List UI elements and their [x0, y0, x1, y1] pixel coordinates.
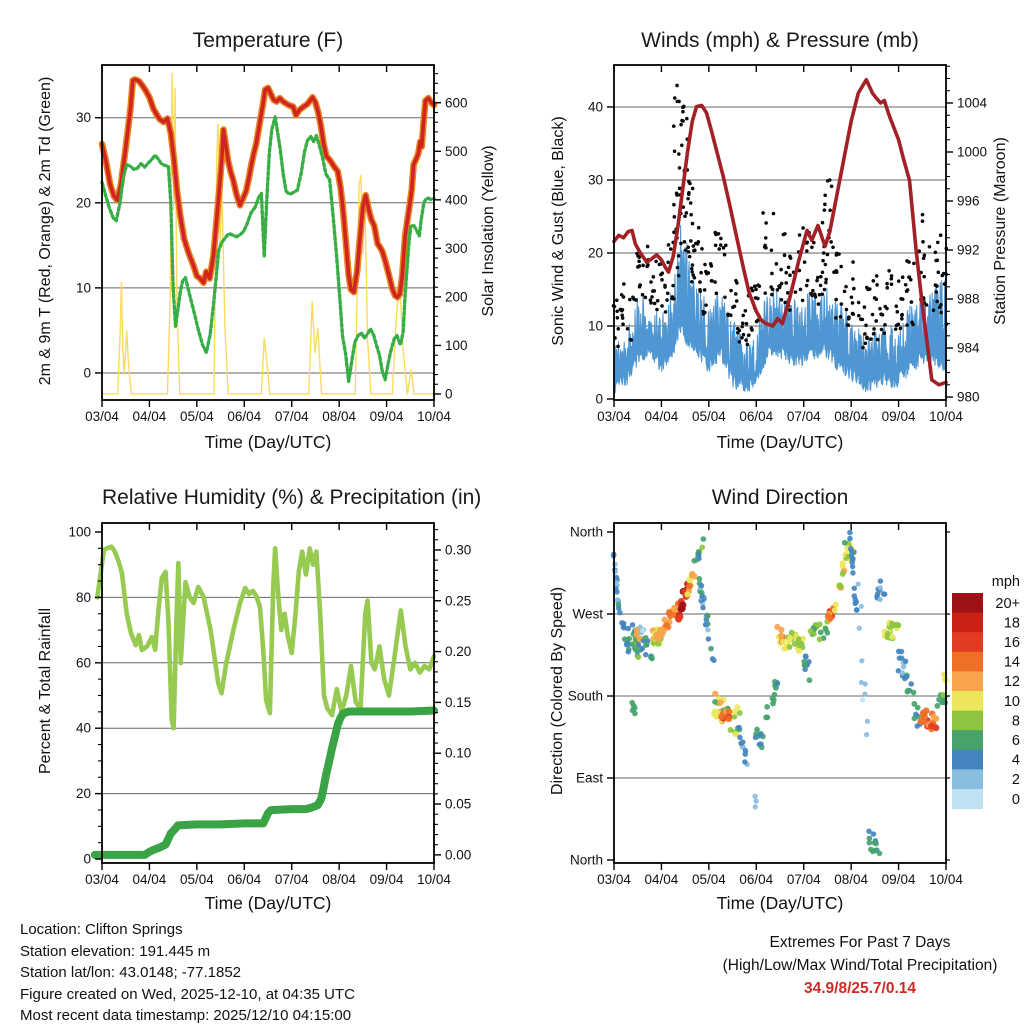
svg-text:03/04: 03/04 [597, 409, 631, 424]
direction-axis-label: Direction (Colored By Speed) [549, 586, 566, 796]
extremes-title: Extremes For Past 7 Days [769, 934, 951, 951]
station-metadata [20, 919, 355, 1024]
svg-text:980: 980 [957, 389, 980, 405]
humidity-precip-chart [68, 523, 471, 887]
chart-temperature-title: Temperature (F) [192, 29, 344, 52]
svg-text:0.05: 0.05 [445, 796, 472, 812]
svg-text:0.25: 0.25 [445, 593, 472, 609]
svg-text:12: 12 [1003, 674, 1020, 691]
svg-text:0.20: 0.20 [445, 644, 472, 660]
svg-text:100: 100 [445, 337, 468, 353]
svg-text:300: 300 [445, 240, 468, 256]
temperature-left-axis-label: 2m & 9m T (Red, Orange) & 2m Td (Green) [37, 76, 54, 386]
svg-text:500: 500 [445, 143, 468, 159]
svg-text:03/04: 03/04 [85, 872, 119, 887]
winds-pressure-chart [588, 65, 988, 424]
svg-text:06/04: 06/04 [739, 409, 774, 424]
svg-text:03/04: 03/04 [85, 409, 119, 424]
svg-text:08/04: 08/04 [834, 409, 869, 424]
svg-text:05/04: 05/04 [691, 409, 726, 424]
svg-text:200: 200 [445, 289, 468, 305]
svg-text:South: South [567, 688, 603, 704]
svg-text:14: 14 [1003, 654, 1020, 671]
extremes-summary [700, 931, 1020, 1000]
svg-text:04/04: 04/04 [132, 409, 167, 424]
svg-text:10: 10 [1003, 693, 1020, 710]
time-axis-label-winds: Time (Day/UTC) [716, 432, 844, 452]
svg-text:992: 992 [957, 242, 980, 258]
svg-text:18: 18 [1003, 615, 1020, 632]
svg-text:30: 30 [587, 172, 603, 188]
time-axis-label-humidity: Time (Day/UTC) [204, 893, 332, 913]
speed-colorbar [952, 574, 1020, 809]
svg-text:988: 988 [957, 291, 980, 307]
pressure-axis-label: Station Pressure (Maroon) [992, 137, 1009, 325]
chart-humidity-precip-title: Relative Humidity (%) & Precipitation (in) [102, 486, 482, 509]
svg-text:10/04: 10/04 [929, 409, 963, 424]
svg-text:0.00: 0.00 [445, 847, 472, 863]
svg-text:80: 80 [75, 589, 91, 605]
svg-text:05/04: 05/04 [179, 872, 214, 887]
svg-text:03/04: 03/04 [597, 872, 631, 887]
svg-text:30: 30 [75, 110, 91, 126]
svg-text:0: 0 [83, 851, 91, 867]
svg-text:08/04: 08/04 [322, 409, 357, 424]
svg-text:10/04: 10/04 [929, 872, 963, 887]
svg-text:08/04: 08/04 [834, 872, 869, 887]
extremes-subtitle: (High/Low/Max Wind/Total Precipitation) [722, 957, 998, 974]
svg-text:North: North [569, 524, 603, 540]
svg-text:0: 0 [445, 386, 453, 402]
svg-text:04/04: 04/04 [132, 872, 167, 887]
svg-text:07/04: 07/04 [786, 872, 821, 887]
svg-text:10: 10 [587, 318, 603, 334]
svg-text:0: 0 [83, 365, 91, 381]
svg-text:10/04: 10/04 [417, 872, 451, 887]
wind-direction-chart [568, 523, 964, 887]
svg-text:20: 20 [587, 245, 603, 261]
station-elevation: Station elevation: 191.445 m [20, 942, 211, 960]
solar-insolation-axis-label: Solar Insolation (Yellow) [480, 145, 497, 317]
station-latlon: Station lat/lon: 43.0148; -77.1852 [20, 964, 242, 982]
svg-text:04/04: 04/04 [644, 872, 679, 887]
svg-text:09/04: 09/04 [369, 872, 404, 887]
svg-text:20: 20 [75, 786, 91, 802]
extremes-values: 34.9/8/25.7/0.14 [803, 980, 917, 997]
svg-text:1004: 1004 [957, 95, 988, 111]
svg-text:2: 2 [1011, 772, 1020, 789]
figure-created-timestamp: Figure created on Wed, 2025-12-10, at 04:35 UTC [20, 985, 355, 1003]
svg-text:600: 600 [445, 95, 468, 111]
svg-text:0: 0 [1011, 791, 1020, 808]
svg-text:0.30: 0.30 [445, 542, 472, 558]
recent-data-timestamp: Most recent data timestamp: 2025/12/10 04:15:00 [20, 1007, 352, 1024]
svg-text:0: 0 [595, 391, 603, 407]
chart-winds-pressure-title: Winds (mph) & Pressure (mb) [641, 29, 919, 52]
svg-text:East: East [575, 770, 603, 786]
svg-text:08/04: 08/04 [322, 872, 357, 887]
svg-text:996: 996 [957, 193, 980, 209]
svg-text:8: 8 [1011, 713, 1020, 730]
svg-text:10/04: 10/04 [417, 409, 451, 424]
svg-text:40: 40 [587, 99, 603, 115]
svg-text:60: 60 [75, 655, 91, 671]
svg-text:20: 20 [75, 195, 91, 211]
svg-text:40: 40 [75, 720, 91, 736]
svg-text:0.15: 0.15 [445, 694, 472, 710]
svg-text:400: 400 [445, 192, 468, 208]
svg-text:16: 16 [1003, 635, 1020, 651]
svg-text:06/04: 06/04 [227, 872, 262, 887]
station-location: Location: Clifton Springs [20, 921, 183, 938]
svg-text:20+: 20+ [995, 595, 1020, 612]
svg-text:100: 100 [68, 524, 91, 540]
svg-text:05/04: 05/04 [691, 872, 726, 887]
humidity-rainfall-axis-label: Percent & Total Rainfall [37, 608, 54, 775]
svg-text:07/04: 07/04 [274, 872, 309, 887]
chart-wind-direction-title: Wind Direction [711, 486, 849, 509]
svg-text:mph: mph [991, 574, 1020, 590]
svg-text:10: 10 [75, 280, 91, 296]
time-axis-label-direction: Time (Day/UTC) [716, 893, 844, 913]
svg-text:06/04: 06/04 [739, 872, 774, 887]
time-axis-label-temperature: Time (Day/UTC) [204, 432, 332, 452]
svg-text:West: West [572, 606, 603, 622]
wind-gust-axis-label: Sonic Wind & Gust (Blue, Black) [550, 116, 567, 346]
svg-text:09/04: 09/04 [881, 872, 916, 887]
svg-text:984: 984 [957, 340, 980, 356]
svg-text:05/04: 05/04 [179, 409, 214, 424]
svg-text:0.10: 0.10 [445, 745, 472, 761]
svg-text:4: 4 [1011, 752, 1020, 769]
svg-text:1000: 1000 [957, 144, 988, 160]
svg-text:04/04: 04/04 [644, 409, 679, 424]
svg-text:07/04: 07/04 [274, 409, 309, 424]
svg-text:06/04: 06/04 [227, 409, 262, 424]
svg-text:09/04: 09/04 [369, 409, 404, 424]
svg-text:6: 6 [1011, 733, 1020, 749]
svg-text:07/04: 07/04 [786, 409, 821, 424]
temperature-chart [76, 65, 468, 424]
svg-text:09/04: 09/04 [881, 409, 916, 424]
svg-text:North: North [569, 852, 603, 868]
